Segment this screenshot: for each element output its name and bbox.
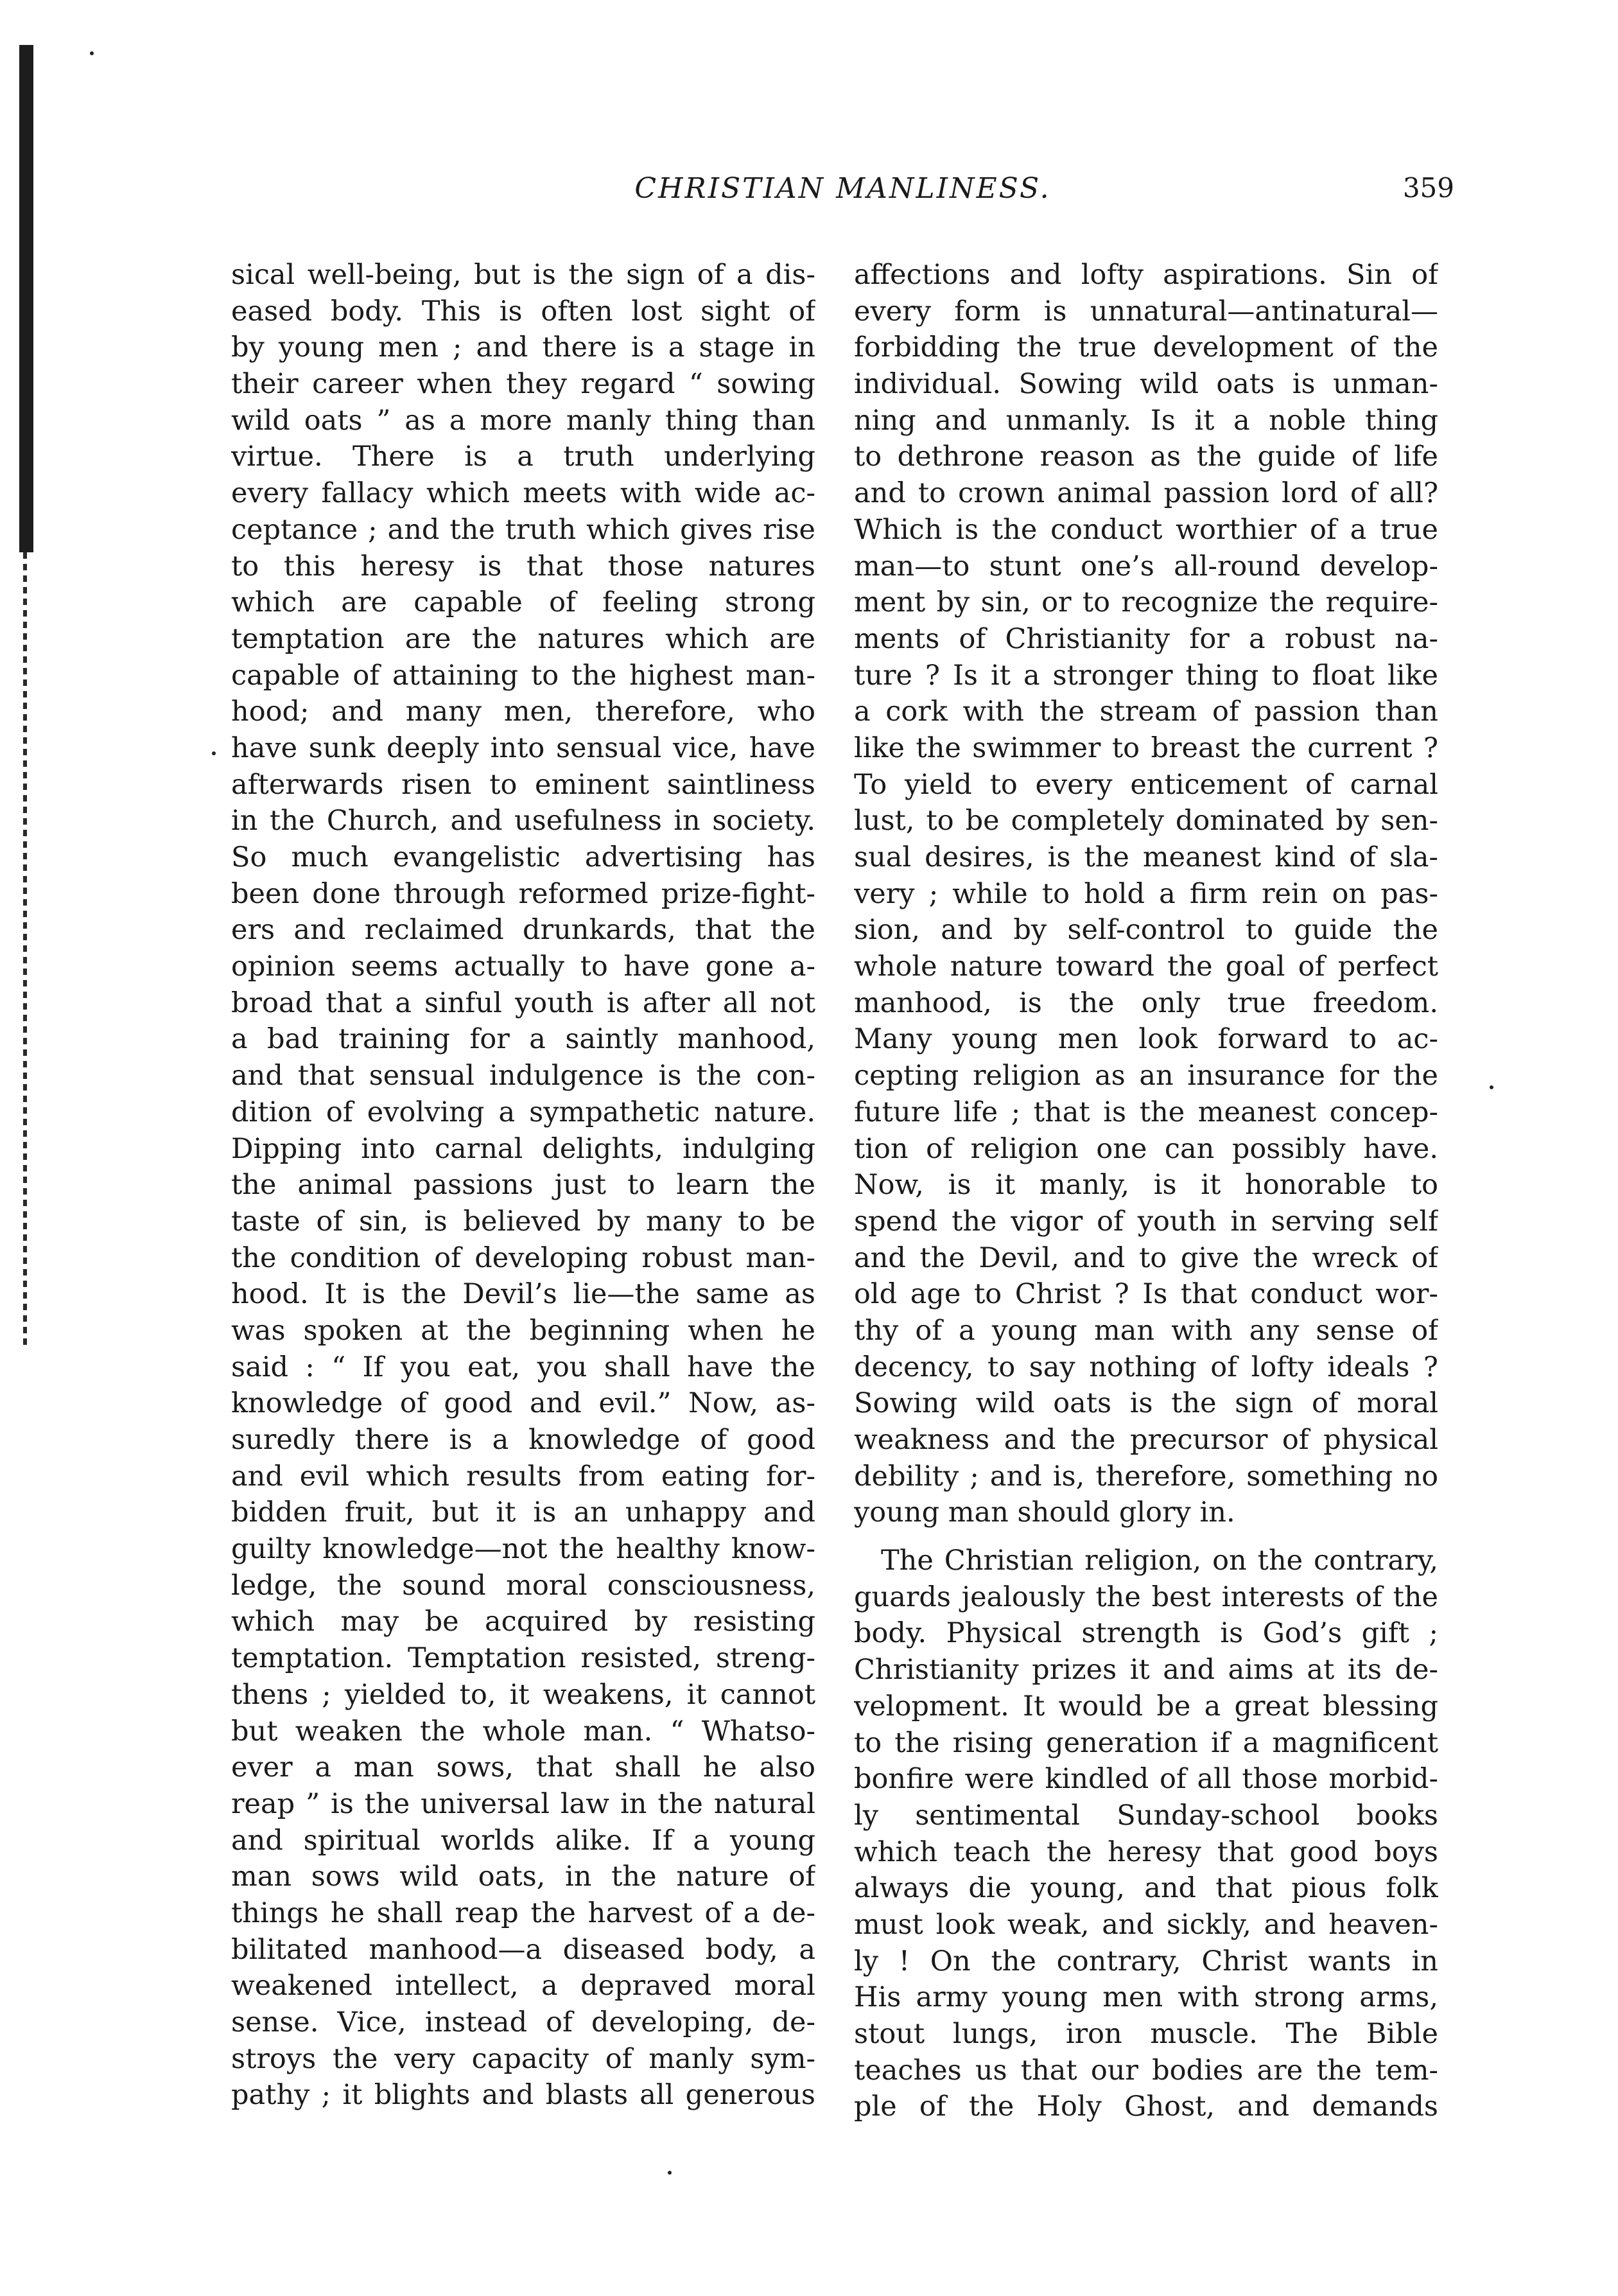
text-line: sual desires, is the meanest kind of sla- bbox=[854, 841, 1438, 873]
text-line: temptation are the natures which are bbox=[231, 622, 815, 655]
text-line: temptation. Temptation resisted, streng- bbox=[231, 1642, 815, 1675]
binding-edge-shadow bbox=[23, 552, 27, 1349]
text-line: said : “ If you eat, you shall have the bbox=[231, 1351, 815, 1383]
text-line: ever a man sows, that shall he also bbox=[231, 1751, 815, 1784]
text-line: and spiritual worlds alike. If a young bbox=[231, 1824, 815, 1857]
text-line: guilty knowledge—not the healthy know- bbox=[231, 1533, 815, 1566]
text-line: by young men ; and there is a stage in bbox=[231, 331, 815, 364]
text-line: Christianity prizes it and aims at its de- bbox=[854, 1654, 1438, 1687]
text-line: which may be acquired by resisting bbox=[231, 1606, 815, 1638]
text-line: suredly there is a knowledge of good bbox=[231, 1424, 815, 1456]
text-line: ple of the Holy Ghost, and demands bbox=[854, 2090, 1438, 2123]
text-line: ers and reclaimed drunkards, that the bbox=[231, 914, 815, 947]
text-line: whole nature toward the goal of perfect bbox=[854, 951, 1438, 983]
text-line: opinion seems actually to have gone a- bbox=[231, 951, 815, 983]
text-line: Now, is it manly, is it honorable to bbox=[854, 1169, 1438, 1202]
text-line: sical well-being, but is the sign of a dis- bbox=[231, 259, 815, 291]
text-line: broad that a sinful youth is after all not bbox=[231, 986, 815, 1019]
text-line: weakened intellect, a depraved moral bbox=[231, 1970, 815, 2002]
text-line: The Christian religion, on the contrary, bbox=[881, 1545, 1438, 1577]
running-header bbox=[231, 172, 1454, 211]
text-line: Sowing wild oats is the sign of moral bbox=[854, 1387, 1438, 1420]
text-line: forbidding the true development of the bbox=[854, 331, 1438, 364]
text-line: stout lungs, iron muscle. The Bible bbox=[854, 2018, 1438, 2050]
text-line: the condition of developing robust man- bbox=[231, 1241, 815, 1274]
text-line: young man should glory in. bbox=[854, 1496, 1235, 1529]
text-line: guards jealously the best interests of the bbox=[854, 1581, 1438, 1613]
text-line: pathy ; it blights and blasts all generous bbox=[231, 2079, 815, 2112]
text-line: ly ! On the contrary, Christ wants in bbox=[854, 1945, 1438, 1977]
text-line: affections and lofty aspirations. Sin of bbox=[854, 259, 1438, 291]
text-line: and that sensual indulgence is the con- bbox=[231, 1060, 815, 1092]
text-line: tion of religion one can possibly have. bbox=[854, 1132, 1438, 1165]
text-line: ceptance ; and the truth which gives rise bbox=[231, 513, 815, 546]
text-line: teaches us that our bodies are the tem- bbox=[854, 2054, 1438, 2087]
text-line: which teach the heresy that good boys bbox=[854, 1836, 1438, 1868]
text-line: every fallacy which meets with wide ac- bbox=[231, 477, 815, 510]
text-line: to this heresy is that those natures bbox=[231, 550, 815, 583]
text-line: ning and unmanly. Is it a noble thing bbox=[854, 404, 1438, 437]
text-line: but weaken the whole man. “ Whatso- bbox=[231, 1715, 815, 1748]
text-line: cepting religion as an insurance for the bbox=[854, 1060, 1438, 1092]
text-line: and the Devil, and to give the wreck of bbox=[854, 1241, 1438, 1274]
text-line: thens ; yielded to, it weakens, it cannot bbox=[231, 1678, 815, 1711]
text-line: and evil which results from eating for- bbox=[231, 1460, 815, 1493]
text-line: been done through reformed prize-fight- bbox=[231, 877, 815, 910]
text-line: dition of evolving a sympathetic nature. bbox=[231, 1096, 815, 1128]
text-line: man—to stunt one’s all-round develop- bbox=[854, 550, 1438, 583]
text-line: reap ” is the universal law in the natural bbox=[231, 1787, 815, 1820]
text-line: taste of sin, is believed by many to be bbox=[231, 1205, 815, 1238]
text-line: very ; while to hold a firm rein on pas- bbox=[854, 877, 1438, 910]
scan-speck bbox=[212, 751, 216, 755]
text-line: ledge, the sound moral consciousness, bbox=[231, 1569, 815, 1602]
text-line: hood; and many men, therefore, who bbox=[231, 696, 815, 728]
text-line: hood. It is the Devil’s lie—the same as bbox=[231, 1278, 815, 1311]
text-line: a cork with the stream of passion than bbox=[854, 696, 1438, 728]
text-line: afterwards risen to eminent saintliness bbox=[231, 768, 815, 801]
text-line: a bad training for a saintly manhood, bbox=[231, 1023, 815, 1056]
text-line: individual. Sowing wild oats is unman- bbox=[854, 368, 1438, 401]
text-line: ture ? Is it a stronger thing to float like bbox=[854, 659, 1438, 692]
text-line: spend the vigor of youth in serving self bbox=[854, 1205, 1438, 1238]
text-line: Many young men look forward to ac- bbox=[854, 1023, 1438, 1056]
text-line: His army young men with strong arms, bbox=[854, 1981, 1438, 2014]
left-text-column bbox=[231, 257, 815, 2114]
paragraph-break bbox=[854, 1531, 1438, 1543]
page-number: 359 bbox=[1402, 172, 1454, 204]
text-line: ment by sin, or to recognize the require- bbox=[854, 586, 1438, 619]
text-line: have sunk deeply into sensual vice, have bbox=[231, 732, 815, 764]
scan-speck bbox=[668, 2171, 672, 2175]
text-line: virtue. There is a truth underlying bbox=[231, 441, 815, 473]
scan-speck bbox=[90, 51, 94, 55]
text-line: So much evangelistic advertising has bbox=[231, 841, 815, 873]
text-line: Which is the conduct worthier of a true bbox=[854, 513, 1438, 546]
text-line: man sows wild oats, in the nature of bbox=[231, 1861, 815, 1893]
text-line: which are capable of feeling strong bbox=[231, 586, 815, 619]
text-line: old age to Christ ? Is that conduct wor- bbox=[854, 1278, 1438, 1311]
text-line: always die young, and that pious folk bbox=[854, 1872, 1438, 1905]
text-line: things he shall reap the harvest of a de- bbox=[231, 1897, 815, 1929]
text-line: manhood, is the only true freedom. bbox=[854, 986, 1438, 1019]
scan-speck bbox=[1490, 1085, 1493, 1089]
text-line: to dethrone reason as the guide of life bbox=[854, 441, 1438, 473]
text-line: To yield to every enticement of carnal bbox=[854, 768, 1438, 801]
text-line: weakness and the precursor of physical bbox=[854, 1424, 1438, 1456]
right-text-column bbox=[854, 257, 1438, 2125]
text-line: every form is unnatural—antinatural— bbox=[854, 295, 1438, 328]
text-line: thy of a young man with any sense of bbox=[854, 1314, 1438, 1347]
text-line: stroys the very capacity of manly sym- bbox=[231, 2042, 815, 2075]
text-line: velopment. It would be a great blessing bbox=[854, 1690, 1438, 1722]
text-line: lust, to be completely dominated by sen- bbox=[854, 805, 1438, 837]
text-line: to the rising generation if a magnificent bbox=[854, 1726, 1438, 1759]
text-line: decency, to say nothing of lofty ideals ? bbox=[854, 1351, 1438, 1383]
text-line: future life ; that is the meanest concep- bbox=[854, 1096, 1438, 1128]
text-line: sense. Vice, instead of developing, de- bbox=[231, 2006, 815, 2038]
text-line: sion, and by self-control to guide the bbox=[854, 914, 1438, 947]
text-line: and to crown animal passion lord of all? bbox=[854, 477, 1438, 510]
text-line: ly sentimental Sunday-school books bbox=[854, 1799, 1438, 1832]
text-line: bilitated manhood—a diseased body, a bbox=[231, 1933, 815, 1966]
text-line: eased body. This is often lost sight of bbox=[231, 295, 815, 328]
text-line: in the Church, and usefulness in society. bbox=[231, 805, 815, 837]
text-line: the animal passions just to learn the bbox=[231, 1169, 815, 1202]
running-title: CHRISTIAN MANLINESS. bbox=[634, 172, 1051, 205]
text-line: bonfire were kindled of all those morbid- bbox=[854, 1763, 1438, 1796]
text-line: Dipping into carnal delights, indulging bbox=[231, 1132, 815, 1165]
text-line: ments of Christianity for a robust na- bbox=[854, 622, 1438, 655]
text-line: their career when they regard “ sowing bbox=[231, 368, 815, 401]
text-line: bidden fruit, but it is an unhappy and bbox=[231, 1496, 815, 1529]
text-line: like the swimmer to breast the current ? bbox=[854, 732, 1438, 764]
binding-edge bbox=[19, 45, 33, 552]
text-line: capable of attaining to the highest man- bbox=[231, 659, 815, 692]
text-line: body. Physical strength is God’s gift ; bbox=[854, 1617, 1438, 1650]
text-line: knowledge of good and evil.” Now, as- bbox=[231, 1387, 815, 1420]
text-line: must look weak, and sickly, and heaven- bbox=[854, 1908, 1438, 1941]
text-line: debility ; and is, therefore, something no bbox=[854, 1460, 1438, 1493]
text-line: was spoken at the beginning when he bbox=[231, 1314, 815, 1347]
text-line: wild oats ” as a more manly thing than bbox=[231, 404, 815, 437]
